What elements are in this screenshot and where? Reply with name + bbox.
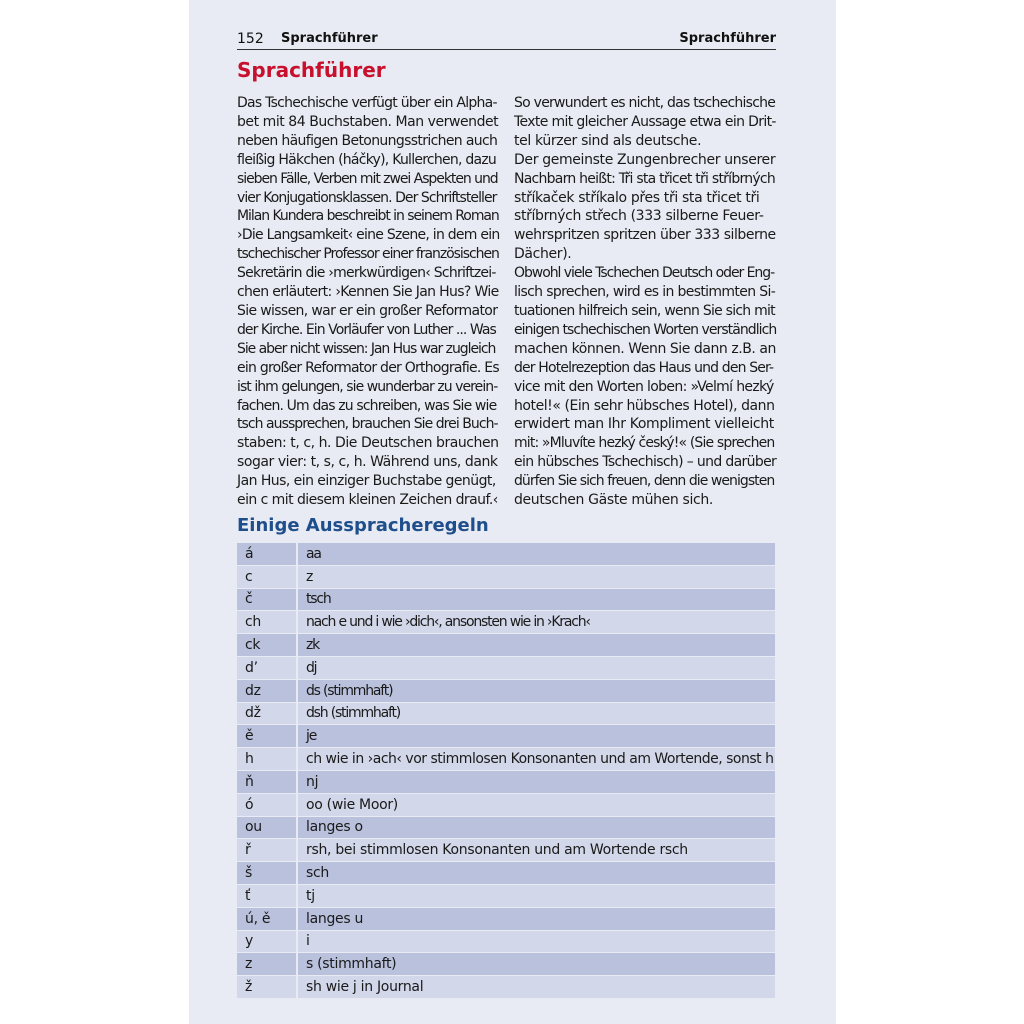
text-line: Milan Kundera beschreibt in seinem Roman	[237, 208, 499, 225]
table-row	[237, 588, 775, 611]
text-line: wehrspritzen spritzen über 333 silberne	[514, 227, 776, 244]
text-line: tschechischer Professor einer französischen	[237, 246, 499, 263]
rule-letter: ě	[237, 725, 297, 748]
rule-letter: ch	[237, 611, 297, 634]
text-line: ›Die Langsamkeit‹ eine Szene, in dem ein	[237, 227, 500, 244]
table-row	[237, 862, 775, 885]
rule-sound: dj	[297, 656, 775, 679]
rule-letter: dž	[237, 702, 297, 725]
text-line: fachen. Um das zu schreiben, was Sie wie	[237, 397, 497, 414]
rule-sound: sch	[297, 862, 775, 885]
text-line: Texte mit gleicher Aussage etwa ein Drit-	[514, 113, 776, 130]
rule-sound: rsh, bei stimmlosen Konsonanten und am Wortende rsch	[297, 839, 775, 862]
text-line: ein c mit diesem kleinen Zeichen drauf.‹	[237, 492, 498, 509]
rule-letter: c	[237, 565, 297, 588]
text-line: tsch aussprechen, brauchen Sie drei Buch-	[237, 416, 498, 433]
text-line: stříkaček stříkalo přes tři sta třicet tři	[514, 189, 760, 206]
text-line: mit: »Mluvíte hezký český!« (Sie sprechen	[514, 435, 775, 452]
rule-sound: nj	[297, 770, 775, 793]
text-line: Der gemeinste Zungenbrecher unserer	[514, 151, 776, 168]
rule-letter: ck	[237, 634, 297, 657]
rule-sound: oo (wie Moor)	[297, 793, 775, 816]
rule-sound: langes u	[297, 907, 775, 930]
intro-text-left-column	[237, 94, 499, 510]
rule-sound: tsch	[297, 588, 775, 611]
text-line: ist ihm gelungen, sie wunderbar zu verein-	[237, 378, 498, 395]
rule-letter: ř	[237, 839, 297, 862]
pronunciation-rules-table	[237, 543, 775, 999]
text-line: deutschen Gäste mühen sich.	[514, 492, 714, 509]
text-line: sieben Fälle, Verben mit zwei Aspekten und	[237, 170, 498, 187]
text-line: ein hübsches Tschechisch) – und darüber	[514, 454, 777, 471]
rule-letter: ň	[237, 770, 297, 793]
rule-sound: je	[297, 725, 775, 748]
rule-sound: ds (stimmhaft)	[297, 679, 775, 702]
page-header	[237, 31, 776, 50]
text-line: machen können. Wenn Sie dann z.B. an	[514, 340, 776, 357]
text-line: Sie aber nicht wissen: Jan Hus war zugleich	[237, 340, 496, 357]
intro-text-right-column	[514, 94, 776, 510]
rule-letter: ou	[237, 816, 297, 839]
table-row	[237, 725, 775, 748]
text-line: ein großer Reformator der Orthografie. Es	[237, 359, 499, 376]
text-line: der Kirche. Ein Vorläufer von Luther ... Was	[237, 321, 496, 338]
page-number: 152	[237, 31, 264, 47]
rule-letter: ó	[237, 793, 297, 816]
rule-sound: dsh (stimmhaft)	[297, 702, 775, 725]
section-title: Sprachführer	[237, 58, 386, 82]
rule-sound: s (stimmhaft)	[297, 953, 775, 976]
rule-sound: zk	[297, 634, 775, 657]
rule-sound: ch wie in ›ach‹ vor stimmlosen Konsonanten und am Wortende, sonst h	[297, 748, 775, 771]
rule-sound: tj	[297, 884, 775, 907]
rule-letter: z	[237, 953, 297, 976]
table-row	[237, 611, 775, 634]
text-line: sogar vier: t, s, c, h. Während uns, dank	[237, 454, 498, 471]
table-row	[237, 839, 775, 862]
table-row	[237, 953, 775, 976]
rule-sound: i	[297, 930, 775, 953]
text-line: fleißig Häkchen (háčky), Kullerchen, dazu	[237, 151, 497, 168]
rule-letter: h	[237, 748, 297, 771]
table-row	[237, 976, 775, 999]
table-row	[237, 930, 775, 953]
rule-sound: aa	[297, 543, 775, 565]
table-row	[237, 793, 775, 816]
rule-letter: á	[237, 543, 297, 565]
table-row	[237, 565, 775, 588]
rule-sound: nach e und i wie ›dich‹, ansonsten wie in ›Krach‹	[297, 611, 775, 634]
rule-letter: č	[237, 588, 297, 611]
text-line: tel kürzer sind als deutsche.	[514, 132, 702, 149]
text-line: staben: t, c, h. Die Deutschen brauchen	[237, 435, 499, 452]
table-row	[237, 816, 775, 839]
table-row	[237, 884, 775, 907]
text-line: einigen tschechischen Worten verständlich	[514, 321, 777, 338]
text-line: dürfen Sie sich freuen, denn die wenigsten	[514, 473, 775, 490]
text-line: erwidert man Ihr Kompliment vielleicht	[514, 416, 774, 433]
rule-letter: y	[237, 930, 297, 953]
table-row	[237, 656, 775, 679]
rule-letter: dz	[237, 679, 297, 702]
text-line: Dächer).	[514, 246, 572, 263]
table-row	[237, 543, 775, 565]
rule-letter: ú, ě	[237, 907, 297, 930]
text-line: Obwohl viele Tschechen Deutsch oder Eng-	[514, 265, 775, 282]
rule-letter: ž	[237, 976, 297, 999]
table-row	[237, 748, 775, 771]
text-line: lisch sprechen, wird es in bestimmten Si-	[514, 284, 776, 301]
running-head-right: Sprachführer	[679, 31, 776, 46]
text-line: Das Tschechische verfügt über ein Alpha-	[237, 95, 497, 111]
text-line: vier Konjugationsklassen. Der Schriftsteller	[237, 189, 497, 206]
rule-sound: z	[297, 565, 775, 588]
table-row	[237, 770, 775, 793]
rule-letter: ť	[237, 884, 297, 907]
text-line: Jan Hus, ein einziger Buchstabe genügt,	[237, 473, 496, 490]
text-line: der Hotelrezeption das Haus und den Ser-	[514, 359, 774, 376]
running-head-left: Sprachführer	[281, 31, 378, 46]
text-line: chen erläutert: ›Kennen Sie Jan Hus? Wie	[237, 284, 499, 301]
table-row	[237, 634, 775, 657]
rule-sound: sh wie j in Journal	[297, 976, 775, 999]
rule-letter: d’	[237, 656, 297, 679]
text-line: stříbrných střech (333 silberne Feuer-	[514, 208, 764, 225]
table-row	[237, 907, 775, 930]
pronunciation-rules-heading: Einige Ausspracheregeln	[237, 515, 489, 536]
text-line: bet mit 84 Buchstaben. Man verwendet	[237, 113, 499, 130]
text-line: Sekretärin die ›merkwürdigen‹ Schriftzei-	[237, 265, 496, 282]
text-line: Nachbarn heißt: Tři sta třicet tři stříbrných	[514, 170, 775, 187]
table-row	[237, 702, 775, 725]
text-line: tuationen hilfreich sein, wenn Sie sich mit	[514, 302, 775, 319]
text-line: neben häufigen Betonungsstrichen auch	[237, 132, 498, 149]
table-row	[237, 679, 775, 702]
text-line: So verwundert es nicht, das tschechische	[514, 95, 776, 111]
text-line: vice mit den Worten loben: »Velmí hezký	[514, 378, 774, 395]
rule-letter: š	[237, 862, 297, 885]
rule-sound: langes o	[297, 816, 775, 839]
text-line: hotel!« (Ein sehr hübsches Hotel), dann	[514, 397, 775, 414]
text-line: Sie wissen, war er ein großer Reformator	[237, 302, 498, 319]
